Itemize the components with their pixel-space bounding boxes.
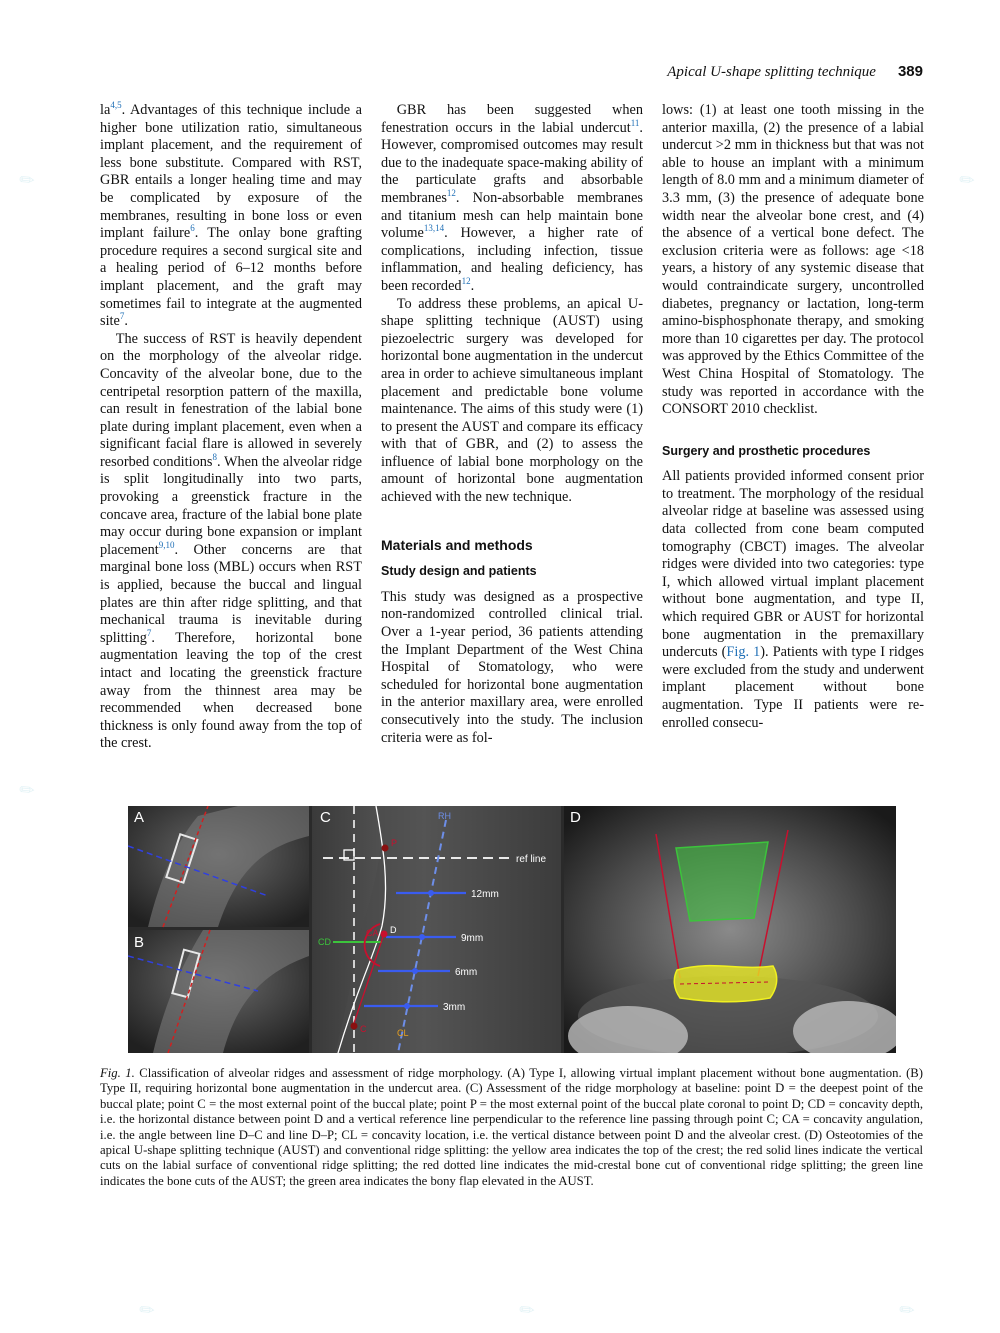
panel-b-label: B xyxy=(134,934,145,951)
text-column-1 xyxy=(100,102,362,753)
measure-12mm-label: 12mm xyxy=(471,889,499,900)
watermark: ✎ xyxy=(515,1297,540,1323)
citation[interactable]: 8 xyxy=(212,452,217,463)
paragraph: To address these problems, an apical U-shape splitting technique (AUST) using piezoelectric surgery was developed for horizontal bone augmentation in the undercut area in order to achieve simultaneous implant placement and predictable bone volume maintenance. The aims of this study were (1) to present the AUST and compare its efficacy with that of GBR, and (2) to assess the influence of labial bone morphology on the amount of horizontal bone augmentation achieved with the new technique. xyxy=(381,295,643,506)
watermark: ✎ xyxy=(15,167,40,193)
figure-link[interactable]: Fig. 1 xyxy=(726,644,761,661)
watermark: ✎ xyxy=(955,167,980,193)
subsection-heading: Surgery and prosthetic procedures xyxy=(662,443,871,458)
citation[interactable]: 11 xyxy=(630,117,640,128)
text-column-2 xyxy=(381,102,643,747)
citation[interactable]: 13,14 xyxy=(423,223,445,234)
paragraph: This study was designed as a prospective non-randomized controlled clinical trial. Over a 1-year period, 36 patients attending the Implant Department of the West China Hospital of Stomatology, who were scheduled for horizontal bone augmentation in the anterior maxillary area, were enrolled consecutively into the study. The inclusion criteria were as fol- xyxy=(381,588,643,746)
page-number: 389 xyxy=(897,63,923,80)
ref-line-label: ref line xyxy=(516,854,547,865)
citation[interactable]: 9,10 xyxy=(158,540,175,551)
citation[interactable]: 6 xyxy=(190,223,195,234)
rh-label: RH xyxy=(438,811,451,821)
paragraph: GBR has been suggested when fenestration occurs in the labial undercut$^{11}$. However, compromised outcomes may result due to the inadequate space-making ability of the particulate grafts and absorbable membranes$^{12}$. Non-absorbable membranes and titanium mesh can help maintain bone volume$^{13,14}$. However, a higher rate of complications, including infection, tissue inflammation, and healing deficiency, has been recorded$^{12}$. xyxy=(381,102,643,294)
panel-b xyxy=(128,930,309,1053)
paragraph: All patients provided informed consent prior to treatment. The morphology of the residual alveolar ridge at baseline was assessed using data collected from cone beam computed tomography (CBCT) images. The alveolar ridges were divided into two categories: type I, which allowed virtual implant placement without bone augmentation, and type II, which required GBR or AUST for horizontal bone augmentation in the premaxillary undercuts (Fig. 1). Patients with type I ridges were excluded from the study and underwent implant placement without bone augmentation. Type II patients were re-enrolled consecu- xyxy=(662,468,924,731)
watermark: ✎ xyxy=(895,1297,920,1323)
point-c-label: C xyxy=(360,1024,367,1034)
panel-d xyxy=(564,806,896,1053)
running-header xyxy=(100,63,923,81)
panel-a xyxy=(128,806,309,927)
measure-3mm-label: 3mm xyxy=(443,1002,466,1013)
watermark: ✎ xyxy=(15,777,40,803)
measure-9mm-label: 9mm xyxy=(461,933,484,944)
point-d-label: D xyxy=(390,925,397,935)
figure-caption xyxy=(100,1066,923,1189)
panel-c xyxy=(312,806,561,1053)
text-column-3 xyxy=(662,102,924,732)
citation[interactable]: 12 xyxy=(446,188,456,199)
paragraph: The success of RST is heavily dependent on the morphology of the alveolar ridge. Concavity of the alveolar bone, due to the centripetal resorption pattern of the maxilla, can result in fenestration of the labial bone plate during implant placement, even when a significant facial flare is allowed in severely resorbed conditions$^8$. When the alveolar ridge is split longitudinally into two parts, provoking a greenstick fracture in the concave area, fracture of the labial bone plate may occur during bone expansion or implant placement$^{9,10}$. Other concerns are that marginal bone loss (MBL) occurs when RST is applied, because the buccal and lingual plates are thin after ridge splitting, and that mechanical trauma is inevitable during splitting$^7$. Therefore, horizontal bone augmentation leaving the top of the crest intact and locating the greenstick fracture away from the thinnest area may be recommended when decreased bone thickness is only found away from the top of the crest. xyxy=(100,330,362,752)
point-p-label: P xyxy=(391,838,398,848)
caption-text: Classification of alveolar ridges and assessment of ridge morphology. (A) Type I, allowing virtual implant placement without bone augmentation. (B) Type II, requiring horizontal bone augmentation in the undercut area. (C) Assessment of the ridge morphology at baseline: point D = the deepest point of the buccal plate; point C = the most external point of the buccal plate; point P = the most external point of the buccal plate coronal to point D; CD = concavity depth, i.e. the horizontal distance between point D and a vertical reference line perpendicular to the reference line passing through point C; CA = concavity angulation, i.e. the angle between line D–C and line D–P; CL = concavity location, i.e. the vertical distance between point D and the alveolar crest. (D) Osteotomies of the apical U-shape splitting technique (AUST) and conventional ridge splitting: the yellow area indicates the top of the crest; the red solid lines indicate the vertical cuts on the labial surface of conventional ridge splitting; the red dotted line indicates the mid-crestal bone cut of conventional ridge splitting; the green line indicates the bone cuts of the AUST; the green area indicates the bony flap elevated in the AUST. xyxy=(100,1066,923,1188)
panel-d-label: D xyxy=(570,809,581,826)
figure-1 xyxy=(128,806,896,1053)
panel-a-label: A xyxy=(134,809,145,826)
running-title: Apical U-shape splitting technique xyxy=(667,64,876,80)
cl-label: CL xyxy=(397,1028,409,1038)
ca-label: CA xyxy=(366,928,379,938)
paragraph: lows: (1) at least one tooth missing in the anterior maxilla, (2) the presence of a labial undercut >2 mm in thickness but that was not able to house an implant with a minimum length of 8.0 mm and a minimum diameter of 3.3 mm, (3) the presence of adequate bone width near the alveolar bone crest, and (4) the absence of a vertical bone defect. The exclusion criteria were as follows: age <18 years, a history of any systemic disease that would contraindicate surgery, uncontrolled diabetes, pregnancy or lactation, long-term amino-bisphosphonate therapy, and smoking more than 10 cigarettes per day. The protocol was approved by the Ethics Committee of the West China Hospital of Stomatology. The study was reported in accordance with the CONSORT 2010 checklist. xyxy=(662,102,924,418)
measure-6mm-label: 6mm xyxy=(455,967,478,978)
cd-label: CD xyxy=(318,937,331,947)
panel-c-label: C xyxy=(320,809,331,826)
citation[interactable]: 4,5 xyxy=(110,100,122,111)
paragraph: la$^{4,5}$. Advantages of this technique include a higher bone utilization ratio, simultaneous implant placement, and the requirement of less bone substitute. Compared with RST, GBR entails a longer healing time and may be complicated by exposure of the membranes, resulting in bone loss or even implant failure$^6$. The onlay bone grafting procedure requires a second surgical site and a healing period of 6–12 months before implant placement, and the graft may sometimes fail to integrate at the augmented site$^7$. xyxy=(100,100,362,330)
section-heading: Materials and methods xyxy=(381,536,533,553)
citation[interactable]: 12 xyxy=(461,276,471,287)
caption-label: Fig. 1. xyxy=(100,1066,135,1080)
figure-1-image xyxy=(128,806,896,1053)
citation[interactable]: 7 xyxy=(119,311,125,322)
citation[interactable]: 7 xyxy=(146,628,152,639)
watermark: ✎ xyxy=(135,1297,160,1323)
subsection-heading: Study design and patients xyxy=(381,564,537,579)
